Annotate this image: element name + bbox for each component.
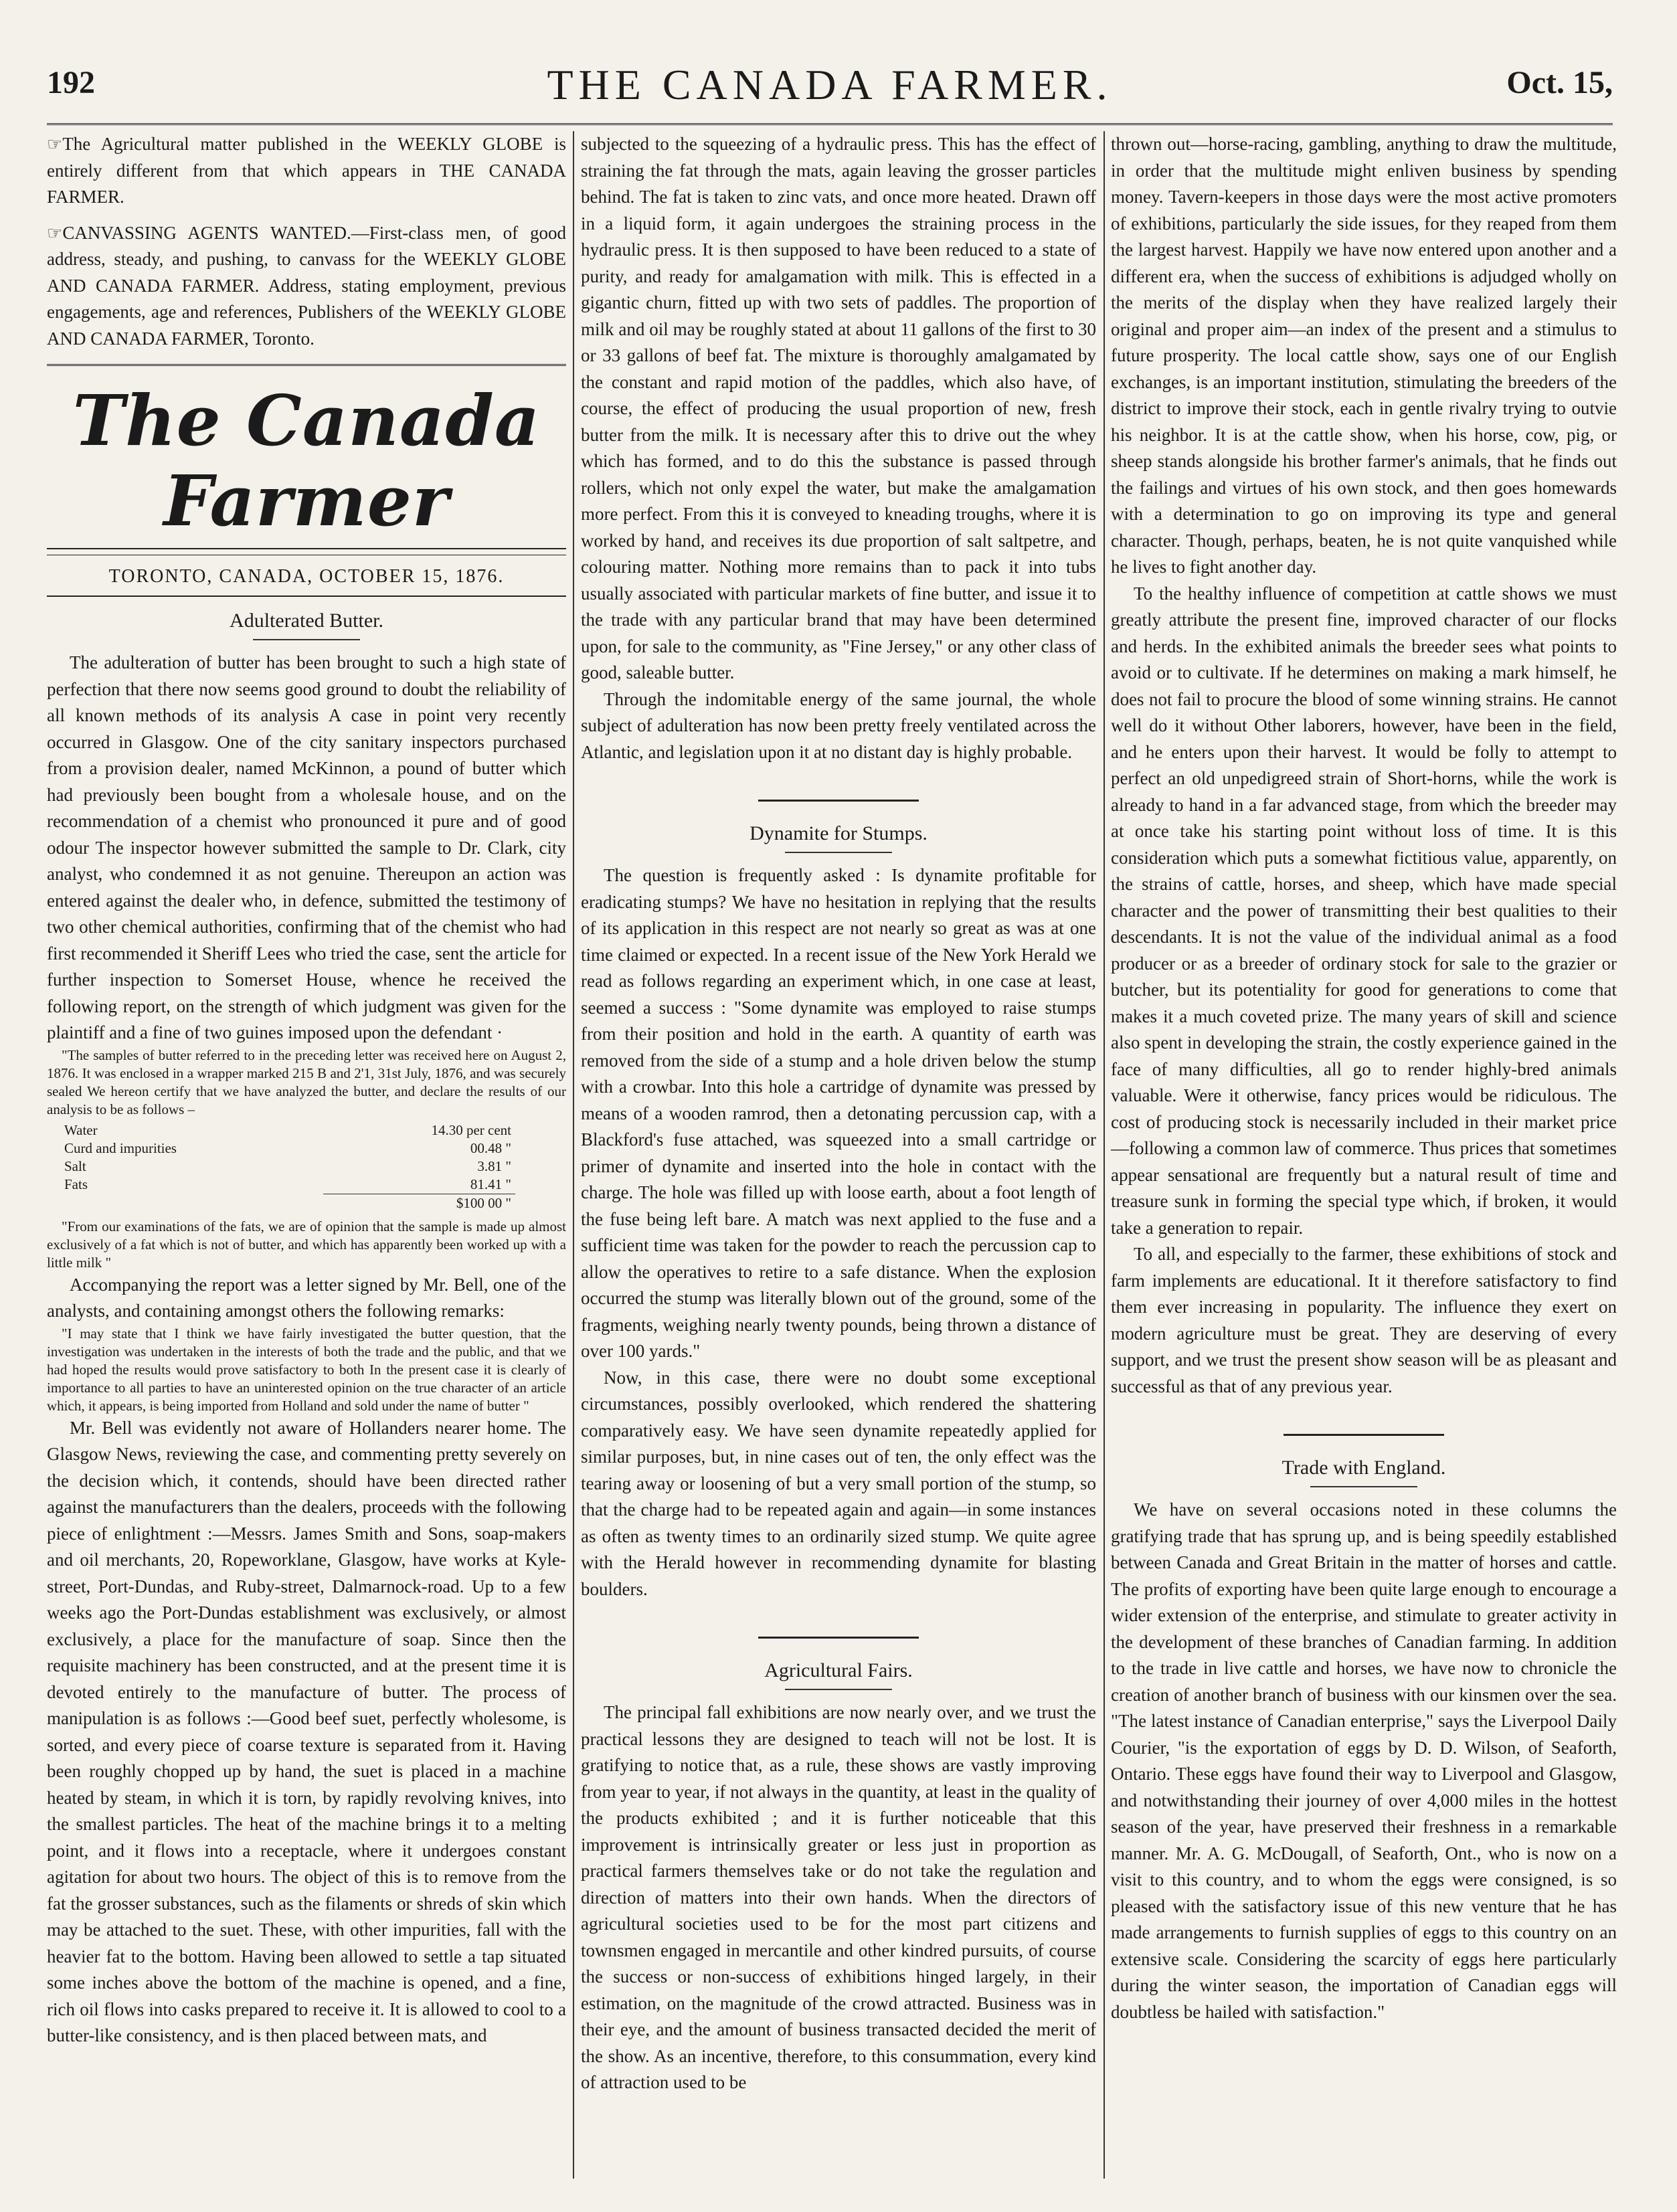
report-quote <box>47 1046 566 1119</box>
running-date: Oct. 15, <box>1506 65 1613 100</box>
dateline: TORONTO, CANADA, OCTOBER 15, 1876. <box>47 555 566 597</box>
notice-canvassing-agents: ☞ CANVASSING AGENTS WANTED.—First-class men, of good address, steady, and pushing, to canvass for the WEEKLY GLOBE AND CANADA FARMER. Address, stating employment, previous engagements, age and references, Publishers of the WEEKLY GLOBE AND CANADA FARMER, Toronto. <box>47 220 566 353</box>
notice-agricultural-matter: ☞ The Agricultural matter published in the WEEKLY GLOBE is entirely different from that which appears in THE CANADA FARMER. <box>47 131 566 211</box>
article-paragraph: We have on several occasions noted in these columns the gratifying trade that has sprung up, and is being speedily established between Canada and Great Britain in the matter of horses and cattle. The profits of exporting have been quite large enough to encourage a wider extension of the enterprise, and stimulate to greater activity in the development of these branches of Canadian farming. In addition to the trade in live cattle and horses, we have now to chronicle the creation of another branch of business with our kinsmen over the sea. "The latest instance of Canadian enterprise," says the Liverpool Daily Courier, "is the exportation of eggs by D. D. Wilson, of Seaforth, Ontario. These eggs have found their way to Liverpool and Glasgow, and notwithstanding their journey of over 4,000 miles in the hottest season of the year, have preserved their freshness in a remarkable manner. Mr. A. G. McDougall, of Seaforth, Ont., who is now on a visit to this country, and to whom the eggs were consigned, is so pleased with the satisfactory issue of this new venture that he has made arrangements to furnish supplies of eggs to this country on an extensive scale. Considering the scarcity of eggs here particularly during the winter season, the importation of Canadian eggs will doubtless be hailed with satisfaction." <box>1111 1499 1617 2022</box>
report-quote <box>47 1218 566 1272</box>
article-paragraph: To all, and especially to the farmer, these exhibitions of stock and farm implements are educational. It it therefore satisfactory to find them ever increasing in popularity. The influence they exert on modern agriculture must be great. They are deserving of every support, and we trust the present show season will be as pleasant and successful as that of any previous year. <box>1111 1244 1617 1396</box>
table-cell-item: Water <box>64 1121 98 1138</box>
article-paragraph: The question is frequently asked : Is dynamite profitable for eradicating stumps? We have no hesitation in replying that the results of its application in this respect are not nearly so great as was at one time claimed or expected. In a recent issue of the New York Herald we read as follows regarding an experiment which, in one case at least, seemed a success : "Some dynamite was employed to raise stumps from their position and hold in the earth. A quantity of earth was removed from the side of a stump and a hole driven below the stump with a crowbar. Into this hole a cartridge of dynamite was pressed by means of a wooden ramrod, then a detonating percussion cap, with a Blackford's fuse attached, was squeezed into a small cartridge or primer of dynamite and inserted into the hole in contact with the charge. The hole was filled up with loose earth, about a foot length of the fuse being left bare. A match was next applied to the fuse and a sufficient time was taken for the powder to reach the percussion cap to allow the operatives to retire to a safe distance. When the explosion occurred the stump was literally blown out of the ground, some of the fragments, weighing nearly twenty pounds, being thrown a distance of over 100 yards." <box>581 865 1096 1361</box>
article-title-trade-with-england: Trade with England. <box>1111 1455 1617 1488</box>
table-row <box>60 1158 515 1176</box>
article-paragraph: To the healthy influence of competition at cattle shows we must greatly attribute the present fine, improved character of our flocks and herds. In the exhibited animals the breeder sees what points to avoid or to cultivate. If he determines on making a mark himself, he does not fail to procure the blood of some winning strains. He cannot well do it without Other laborers, however, have been in the field, and he enters upon their harvest. It would be folly to attempt to perfect an old unpedigreed strain of Short-horns, while the work is already to hand in a far advanced stage, from which the breeder may at once take his starting point without loss of time. It is this consideration which puts a somewhat fictitious value, apparently, on the strains of cattle, horses, and sheep, which have made special character and the power of transmitting their best qualities to their descendants. It is not the value of the individual animal as a food producer or as a breeder of ordinary stock for sale to the grazier or butcher, but its potentiality for good for generations to come that makes it a much coveted prize. The many years of skill and science also spent in developing the strain, the costly experience gained in the face of many difficulties, all go to render highly-bred animals valuable. Were it otherwise, fancy prices would be ridiculous. The cost of producing stock is necessarily included in their market price—following a common law of commerce. Thus prices that sometimes appear sensational are frequently but a natural result of time and treasure sunk in forming the special type which, if broken, it would take a generation to repair. <box>1111 583 1617 1238</box>
table-cell-value: 3.81 " <box>477 1158 511 1174</box>
column-rule <box>1104 131 1105 2179</box>
quote-text: "The samples of butter referred to in the preceding letter was received here on August 2, 1876. It was enclosed in a wrapper marked 215 B and 2'1, 31st July, 1876, and was securely sealed We hereon certify that we have analyzed the butter, and declare the results of our analysis to be as follows – <box>47 1046 566 1117</box>
table-cell-value: 00.48 " <box>470 1139 511 1156</box>
letter-quote <box>47 1325 566 1415</box>
table-row <box>60 1139 515 1158</box>
section-separator <box>1111 1417 1617 1444</box>
section-separator <box>581 1620 1096 1647</box>
article-paragraph: The adulteration of butter has been brought to such a high state of perfection that there now seems good ground to doubt the reliability of all known methods of its analysis A case in point very recently occurred in Glasgow. One of the city sanitary inspectors purchased from a provision dealer, named McKinnon, a pound of butter which had previously been bought from a wholesale house, and on the recommendation of a chemist who pronounced it pure and of good odour The inspector however submitted the sample to Dr. Clark, city analyst, who condemned it as not genuine. Thereupon an action was entered against the dealer who, in defence, submitted the testimony of two other chemical authorities, confirming that of the chemist who had first recommended it Sheriff Lees who tried the case, sent the article for further inspection to Somerset House, whence he received the following report, on the strength of which judgment was given for the plaintiff and a fine of two guines imposed upon the defendant · <box>47 652 566 1042</box>
article-paragraph: Accompanying the report was a letter signed by Mr. Bell, one of the analysts, and containing amongst others the following remarks: <box>47 1274 566 1321</box>
column-2 <box>581 131 1096 2179</box>
column-rule <box>573 131 574 2179</box>
running-title: THE CANADA FARMER. <box>547 61 1113 108</box>
article-title-adulterated-butter: Adulterated Butter. <box>47 608 566 641</box>
table-cell-item: Curd and impurities <box>64 1139 177 1156</box>
analysis-table <box>60 1121 515 1212</box>
article-title-agricultural-fairs: Agricultural Fairs. <box>581 1657 1096 1691</box>
article-paragraph: thrown out—horse-racing, gambling, anything to draw the multitude, in order that the multitude might enliven business by spending money. Tavern-keepers in those days were the most active promoters of exhibitions, particularly the side issues, for they reaped from them the largest harvest. Happily we have now entered upon another and a different era, when the success of exhibitions is adjudged wholly on the merits of the display when they have realized largely their original and proper aim—an index of the present and a stimulus to future prosperity. The local cattle show, says one of our English exchanges, is an important institution, stimulating the breeders of the district to improve their stock, each in gentle rivalry trying to outvie his neighbor. It is at the cattle show, when his horse, cow, pig, or sheep stands alongside his brother farmer's animals, that he finds out the failings and virtues of his own stock, and then goes homewards with a determination to go on improving its type and general character. Though, perhaps, beaten, he is not quite vanquished while he lives to fight another day. <box>1111 134 1617 577</box>
table-cell-item: Salt <box>64 1158 86 1174</box>
table-total: $100 00 " <box>323 1194 515 1212</box>
quote-text: "I may state that I think we have fairly investigated the butter question, that the investigation was undertaken in the interests of both the trade and the public, and that we had hoped the results would prove satisfactory to both In the present case it is clearly of importance to all parties to have an uninterested opinion on the true character of an article which, it appears, is being imported from Holland and sold under the name of butter " <box>47 1325 566 1414</box>
page-number: 192 <box>47 65 95 100</box>
nameplate: The Canada Farmer <box>72 379 541 542</box>
table-cell-value: 81.41 " <box>470 1176 511 1192</box>
running-head <box>47 60 1613 114</box>
section-separator <box>581 783 1096 810</box>
article-paragraph: subjected to the squeezing of a hydraulic press. This has the effect of straining the fat through the mats, again leaving the grosser particles behind. The fat is taken to zinc vats, and once more heated. Drawn off in a liquid form, it again undergoes the straining process in the hydraulic press. It is then supposed to have been reduced to a state of purity, and ready for amalgamation with milk. This is effected in a gigantic churn, fitted up with two sets of paddles. The proportion of milk and oil may be roughly stated at about 11 gallons of the first to 30 or 33 gallons of beef fat. The mixture is thoroughly amalgamated by the constant and rapid motion of the paddles, which also have, of course, the effect of producing the usual proportion of new, fresh butter from the milk. It is necessary after this to drive out the whey which has formed, and to do this the substance is passed through rollers, which not only expel the water, but make the amalgamation more perfect. From this it is conveyed to kneading troughs, where it is worked by hand, and receives its due proportion of salt saltpetre, and colouring matter. Nothing more remains than to pack it into tubs usually associated with particular markets of fine butter, and issue it to the trade with any particular brand that may have been determined upon, for sale to the community, as "Fine Jersey," or any other class of good, saleable butter. <box>581 134 1096 682</box>
column-1 <box>47 131 566 2179</box>
head-rule <box>47 123 1613 125</box>
table-cell-item: Fats <box>64 1176 88 1192</box>
article-title-dynamite: Dynamite for Stumps. <box>581 820 1096 854</box>
article-paragraph: The principal fall exhibitions are now nearly over, and we trust the practical lessons they are designed to teach will not be lost. It is gratifying to notice that, as a rule, these shows are vastly improving from year to year, if not always in the quantity, at least in the quality of the products exhibited ; and it is further noticeable that this improvement is intrinsically greater or less just in proportion as practical farmers themselves take or do not take the regulation and direction of matters into their own hands. When the directors of agricultural societies used to be for the most part citizens and townsmen engaged in mercantile and other kindred pursuits, of course the success or non-success of exhibitions hinged largely, in their estimation, on the magnitude of the crowd attracted. Business was in their eye, and the amount of business transacted decided the merit of the show. As an incentive, therefore, to this consummation, every kind of attraction used to be <box>581 1702 1096 2092</box>
article-paragraph: Mr. Bell was evidently not aware of Hollanders nearer home. The Glasgow News, reviewing the case, and commenting pretty severely on the decision which, it contends, should have been directed rather against the manufacturers than the dealers, proceeds with the following piece of enlightment :—Messrs. James Smith and Sons, soap-makers and oil merchants, 20, Ropeworklane, Glasgow, have works at Kyle-street, Port-Dundas, and Ruby-street, Dalmarnock-road. Up to a few weeks ago the Port-Dundas establishment was exclusively, or almost exclusively, a place for the manufacture of soap. Since then the requisite machinery has been constructed, and at the present time it is devoted entirely to the manufacture of butter. The process of manipulation is as follows :—Good beef suet, perfectly wholesome, is sorted, and every piece of coarse texture is separated from it. Having been roughly chopped up by hand, the suet is placed in a machine heated by steam, in which it is torn, by rapidly revolving knives, into the smallest particles. The heat of the machine brings it to a melting point, and it flows into a receptacle, where it undergoes constant agitation for about two hours. The object of this is to remove from the fat the grosser substances, such as the filaments or shreds of skin which may be attached to the suet. These, with other impurities, fall with the heavier fat to the bottom. Having been allowed to settle a tap situated some inches above the bottom of the machine is opened, and a fine, rich oil flows into casks prepared to receive it. It is allowed to cool to a butter-like consistency, and is then placed between mats, and <box>47 1417 566 2045</box>
quote-text: "From our examinations of the fats, we are of opinion that the sample is made up almost exclusively of a fat which is not of butter, and which has apparently been worked up with a little milk " <box>47 1218 566 1271</box>
article-paragraph: Through the indomitable energy of the same journal, the whole subject of adulteration has now been pretty freely ventilated across the Atlantic, and legislation upon it at no distant day is highly probable. <box>581 688 1096 762</box>
table-cell-value: 14.30 per cent <box>431 1121 511 1138</box>
column-3 <box>1111 131 1617 2179</box>
table-total-row <box>60 1194 515 1212</box>
article-paragraph: Now, in this case, there were no doubt some exceptional circumstances, possibly overlooked, which rendered the shattering comparatively easy. We have seen dynamite repeatedly applied for similar purposes, but, in nine cases out of ten, the only effect was the tearing away or loosening of but a very small portion of the stump, so that the charge had to be repeated again and again—in some instances as often as twenty times to an ordinarily sized stump. We quite agree with the Herald however in recommending dynamite for blasting boulders. <box>581 1367 1096 1599</box>
nameplate-box <box>47 364 566 549</box>
table-row <box>60 1176 515 1194</box>
table-row <box>60 1121 515 1139</box>
